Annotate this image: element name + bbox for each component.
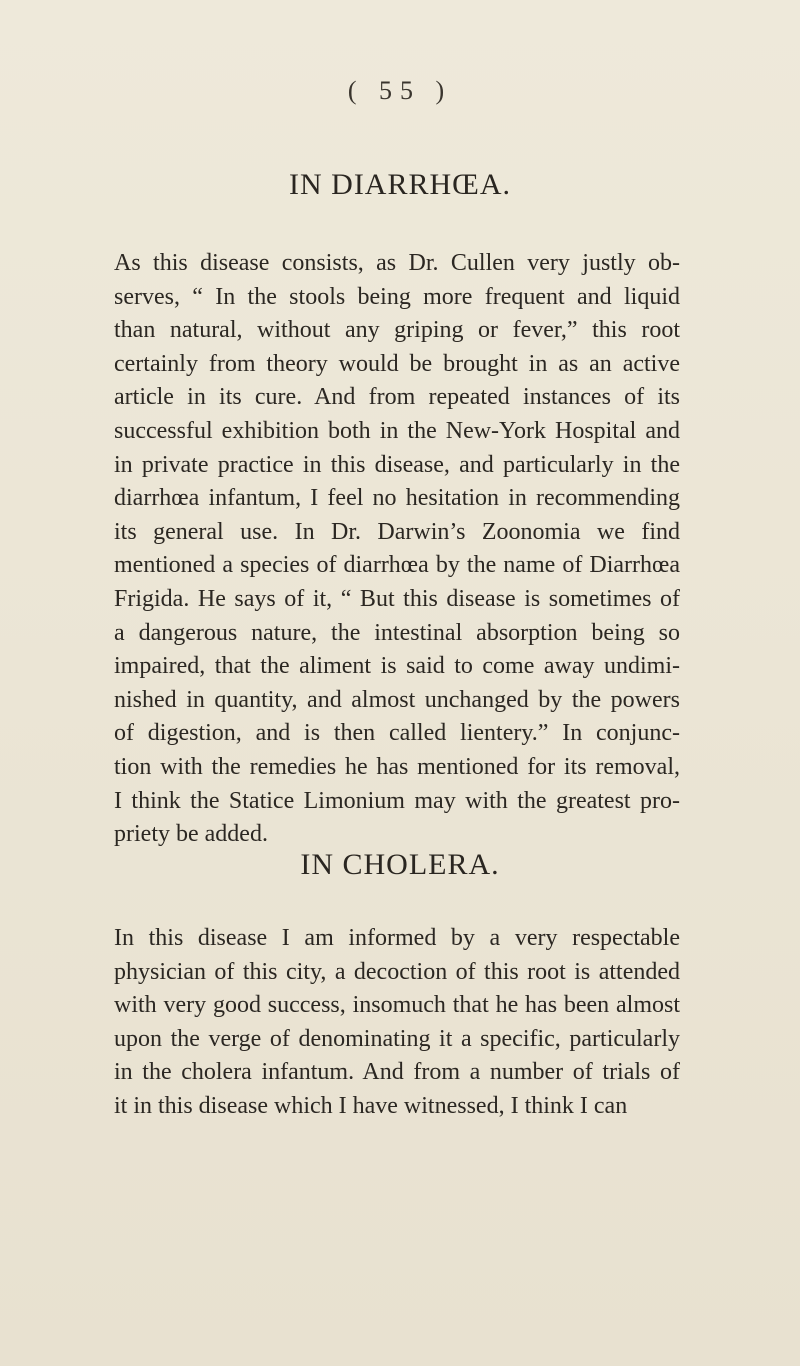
text-line bbox=[114, 717, 680, 751]
text-line-content: mentioned a species of diarrhœa by the name of Diarrhœa bbox=[114, 552, 680, 579]
text-line-content: a dangerous nature, the intestinal absorption being so bbox=[114, 619, 680, 646]
text-line-content: diarrhœa infantum, I feel no hesitation in recommending bbox=[114, 485, 680, 512]
text-line-content: article in its cure. And from repeated instances of its bbox=[114, 384, 680, 411]
text-line-content: it in this disease which I have witnessed, I think I can bbox=[114, 1092, 628, 1119]
text-line-content: in the cholera infantum. And from a number of trials of bbox=[114, 1059, 680, 1086]
section-heading-diarrhoea: IN DIARRHŒA. bbox=[289, 168, 511, 201]
text-line bbox=[114, 650, 680, 684]
text-line bbox=[114, 1023, 680, 1057]
section-heading-cholera: IN CHOLERA. bbox=[300, 848, 500, 881]
text-line-content: physician of this city, a decoction of this root is attended bbox=[114, 958, 680, 985]
text-line bbox=[114, 617, 680, 651]
text-line-content: of digestion, and is then called lientery.” In conjunc- bbox=[114, 720, 680, 747]
text-line bbox=[114, 549, 680, 583]
text-line-content: serves, “ In the stools being more frequent and liquid bbox=[114, 283, 680, 310]
text-line bbox=[114, 751, 680, 785]
text-line bbox=[114, 482, 680, 516]
text-line bbox=[114, 583, 680, 617]
text-line-content: in private practice in this disease, and particularly in the bbox=[114, 451, 680, 478]
text-line-content: than natural, without any griping or fever,” this root bbox=[114, 317, 680, 344]
text-line-content: Frigida. He says of it, “ But this disease is sometimes of bbox=[114, 585, 680, 612]
text-line-content: tion with the remedies he has mentioned for its removal, bbox=[114, 753, 680, 780]
text-line-content: priety be added. bbox=[114, 821, 268, 848]
text-line bbox=[114, 247, 680, 281]
text-line bbox=[114, 516, 680, 550]
text-line bbox=[114, 348, 680, 382]
text-line-content: with very good success, insomuch that he has been almost bbox=[114, 992, 680, 1019]
text-line bbox=[114, 281, 680, 315]
text-line bbox=[114, 956, 680, 990]
text-line bbox=[114, 684, 680, 718]
text-line-content: As this disease consists, as Dr. Cullen very justly ob- bbox=[114, 250, 680, 276]
page-number: ( 55 ) bbox=[347, 76, 453, 105]
text-line-content: In this disease I am informed by a very respectable bbox=[114, 925, 680, 951]
text-line bbox=[114, 314, 680, 348]
text-line bbox=[114, 989, 680, 1023]
text-line-content: impaired, that the aliment is said to come away undimi- bbox=[114, 653, 680, 680]
text-line-content: upon the verge of denominating it a specific, particularly bbox=[114, 1025, 680, 1052]
text-line-content: I think the Statice Limonium may with the greatest pro- bbox=[114, 787, 680, 814]
text-line bbox=[114, 1056, 680, 1090]
text-line-content: successful exhibition both in the New-York Hospital and bbox=[114, 417, 680, 444]
text-line-content: its general use. In Dr. Darwin’s Zoonomia we find bbox=[114, 518, 680, 545]
text-line bbox=[114, 785, 680, 819]
paragraph-cholera bbox=[114, 922, 680, 1124]
text-line bbox=[114, 415, 680, 449]
text-line bbox=[114, 922, 680, 956]
text-line bbox=[114, 449, 680, 483]
paragraph-diarrhoea bbox=[114, 247, 680, 852]
text-line bbox=[114, 818, 680, 852]
text-line bbox=[114, 381, 680, 415]
text-line bbox=[114, 1090, 680, 1124]
text-line-content: nished in quantity, and almost unchanged by the powers bbox=[114, 686, 680, 713]
text-line-content: certainly from theory would be brought in as an active bbox=[114, 350, 680, 377]
